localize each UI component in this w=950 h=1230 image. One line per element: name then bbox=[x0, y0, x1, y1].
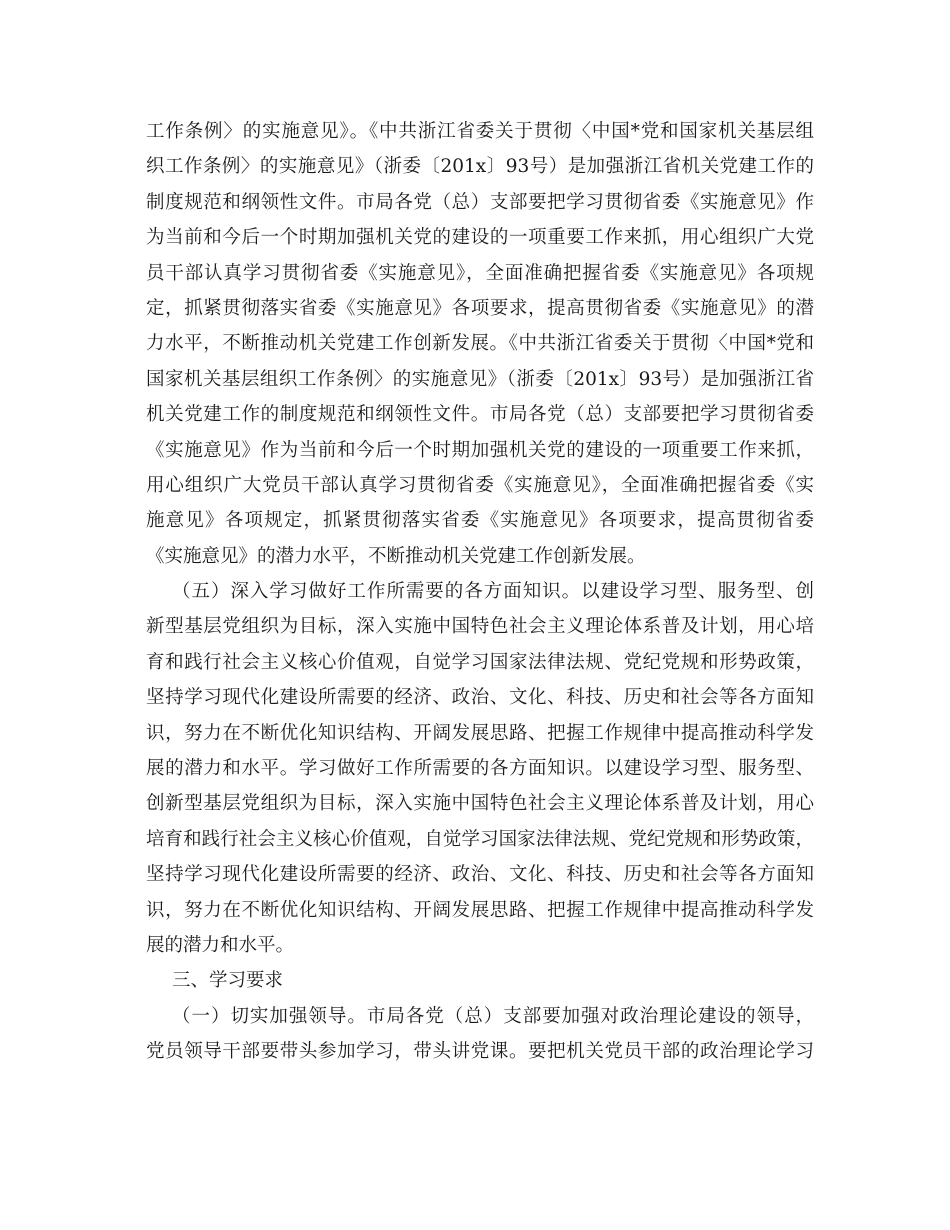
text-line: 为当前和今后一个时期加强机关党的建设的一项重要工作来抓，用心组织广大党 bbox=[146, 227, 814, 249]
document-body bbox=[146, 114, 814, 1070]
text-line: 展的潜力和水平。 bbox=[146, 934, 295, 956]
text-line: 创新型基层党组织为目标，深入实施中国特色社会主义理论体系普及计划，用心 bbox=[146, 793, 814, 815]
text-line: 《实施意见》的潜力水平，不断推动机关党建工作创新发展。 bbox=[146, 545, 646, 567]
text-line: 展的潜力和水平。学习做好工作所需要的各方面知识。以建设学习型、服务型、 bbox=[146, 758, 814, 780]
text-line: 识，努力在不断优化知识结构、开阔发展思路、把握工作规律中提高推动科学发 bbox=[146, 899, 814, 921]
text-line: 力水平，不断推动机关党建工作创新发展。《中共浙江省委关于贯彻〈中国*党和 bbox=[146, 333, 814, 355]
text-line: （一）切实加强领导。市局各党（总）支部要加强对政治理论建设的领导， bbox=[172, 1005, 814, 1027]
text-line: 育和践行社会主义核心价值观，自觉学习国家法律法规、党纪党规和形势政策， bbox=[146, 651, 814, 673]
text-line: 党员领导干部要带头参加学习，带头讲党课。要把机关党员干部的政治理论学习 bbox=[146, 1041, 814, 1063]
text-line: 员干部认真学习贯彻省委《实施意见》，全面准确把握省委《实施意见》各项规 bbox=[146, 262, 814, 284]
text-line: 工作条例〉的实施意见》。《中共浙江省委关于贯彻〈中国*党和国家机关基层组 bbox=[146, 121, 814, 142]
text-line: 施意见》各项规定，抓紧贯彻落实省委《实施意见》各项要求，提高贯彻省委 bbox=[146, 510, 814, 532]
text-line: 《实施意见》作为当前和今后一个时期加强机关党的建设的一项重要工作来抓， bbox=[146, 439, 814, 461]
text-line: 国家机关基层组织工作条例〉的实施意见》（浙委〔201x〕93号）是加强浙江省 bbox=[146, 368, 814, 390]
text-line: 定，抓紧贯彻落实省委《实施意见》各项要求，提高贯彻省委《实施意见》的潜 bbox=[146, 297, 814, 319]
text-line: 坚持学习现代化建设所需要的经济、政治、文化、科技、历史和社会等各方面知 bbox=[146, 687, 814, 709]
text-line: 培育和践行社会主义核心价值观，自觉学习国家法律法规、党纪党规和形势政策， bbox=[146, 828, 814, 850]
text-line: 用心组织广大党员干部认真学习贯彻省委《实施意见》，全面准确把握省委《实 bbox=[146, 474, 814, 496]
text-line: （五）深入学习做好工作所需要的各方面知识。以建设学习型、服务型、创 bbox=[172, 581, 814, 603]
text-line: 坚持学习现代化建设所需要的经济、政治、文化、科技、历史和社会等各方面知 bbox=[146, 864, 814, 886]
text-line: 机关党建工作的制度规范和纲领性文件。市局各党（总）支部要把学习贯彻省委 bbox=[146, 404, 814, 426]
text-line: 三、学习要求 bbox=[172, 970, 284, 992]
text-line: 识，努力在不断优化知识结构、开阔发展思路、把握工作规律中提高推动科学发 bbox=[146, 722, 814, 744]
text-line: 新型基层党组织为目标，深入实施中国特色社会主义理论体系普及计划，用心培 bbox=[146, 616, 814, 638]
text-line: 制度规范和纲领性文件。市局各党（总）支部要把学习贯彻省委《实施意见》作 bbox=[146, 191, 814, 213]
text-line: 织工作条例〉的实施意见》（浙委〔201x〕93号）是加强浙江省机关党建工作的 bbox=[146, 156, 814, 178]
